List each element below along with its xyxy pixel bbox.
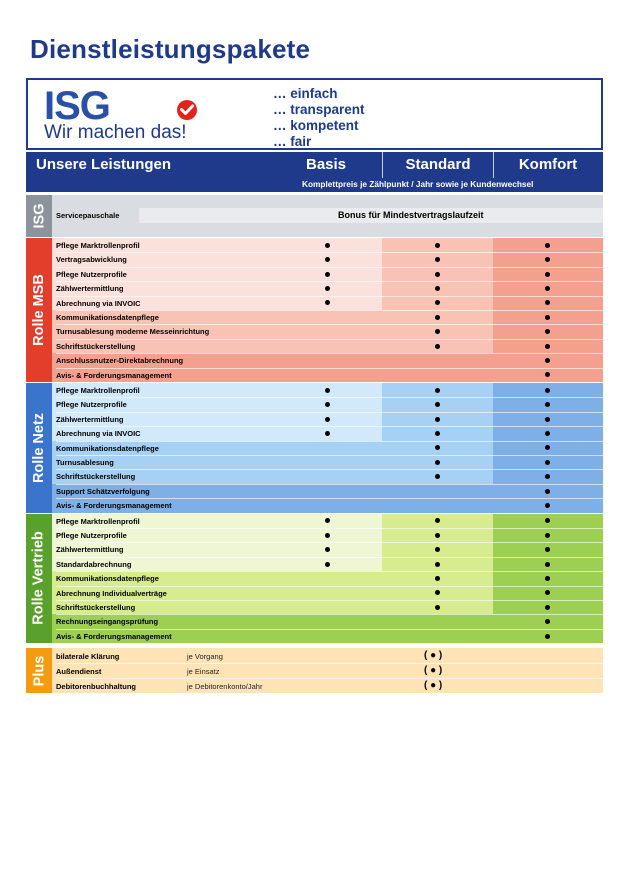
vertrieb-row-label: Standardabrechnung [56, 559, 132, 569]
msb-included-dot-icon [545, 358, 550, 363]
msb-row-label: Avis- & Forderungsmanagement [56, 370, 172, 380]
netz-included-dot-icon [435, 388, 440, 393]
msb-included-dot-icon [325, 300, 330, 305]
vertrieb-included-dot-icon [545, 619, 550, 624]
msb-included-dot-icon [545, 300, 550, 305]
msb-included-dot-icon [435, 257, 440, 262]
vertrieb-row-divider [56, 586, 603, 587]
vertrieb-included-dot-icon [325, 518, 330, 523]
plus-row-unit: je Vorgang [187, 651, 223, 661]
vertrieb-included-dot-icon [325, 547, 330, 552]
netz-row-divider [56, 441, 603, 442]
netz-included-dot-icon [435, 431, 440, 436]
netz-included-dot-icon [545, 402, 550, 407]
vertrieb-row-label: Pflege Marktrollenprofil [56, 516, 140, 526]
plus-row-unit: je Einsatz [187, 666, 220, 676]
isg-side-bar [26, 195, 52, 237]
msb-included-dot-icon [435, 286, 440, 291]
netz-included-dot-icon [545, 460, 550, 465]
netz-side-bar [26, 383, 52, 513]
netz-included-dot-icon [435, 445, 440, 450]
netz-row-divider [56, 484, 603, 485]
header-komfort: Komfort [518, 156, 578, 173]
tagline: … fair [273, 134, 312, 149]
netz-included-dot-icon [435, 417, 440, 422]
netz-row-label: Avis- & Forderungsmanagement [56, 501, 172, 511]
netz-row-divider [56, 469, 603, 470]
plus-row-label: Debitorenbuchhaltung [56, 681, 136, 691]
netz-included-dot-icon [545, 489, 550, 494]
isg-bonus-label: Bonus für Mindestvertragslaufzeit [338, 210, 484, 220]
vertrieb-included-dot-icon [435, 562, 440, 567]
netz-row-divider [56, 426, 603, 427]
plus-side-bar [26, 648, 52, 693]
netz-row-label: Turnusablesung [56, 458, 114, 467]
vertrieb-row-label: Zählwertermittlung [56, 545, 124, 555]
netz-row-label: Zählwertermittlung [56, 414, 124, 424]
netz-included-dot-icon [435, 402, 440, 407]
msb-row-divider [56, 310, 603, 311]
plus-optional-mark: ( ● ) [424, 679, 443, 691]
netz-included-dot-icon [435, 460, 440, 465]
netz-row-label: Pflege Nutzerprofile [56, 400, 127, 410]
msb-row-label: Kommunikationsdatenpflege [56, 313, 159, 322]
netz-row-divider [56, 397, 603, 398]
msb-row-divider [56, 368, 603, 369]
vertrieb-included-dot-icon [545, 576, 550, 581]
plus-row-label: bilaterale Klärung [56, 651, 120, 661]
msb-included-dot-icon [545, 257, 550, 262]
netz-included-dot-icon [435, 474, 440, 479]
vertrieb-included-dot-icon [435, 533, 440, 538]
vertrieb-included-dot-icon [545, 605, 550, 610]
msb-row-divider [56, 353, 603, 354]
msb-included-dot-icon [325, 272, 330, 277]
vertrieb-row-divider [56, 528, 603, 529]
vertrieb-included-dot-icon [545, 562, 550, 567]
netz-row-divider [56, 412, 603, 413]
msb-included-dot-icon [545, 315, 550, 320]
vertrieb-included-dot-icon [545, 634, 550, 639]
vertrieb-row-divider [56, 600, 603, 601]
plus-side-bar-label: Plus [31, 655, 47, 686]
msb-row-divider [56, 252, 603, 253]
header-standard: Standard [382, 152, 494, 178]
msb-side-bar [26, 238, 52, 382]
msb-row-label: Abrechnung via INVOIC [56, 298, 141, 308]
vertrieb-included-dot-icon [435, 590, 440, 595]
msb-included-dot-icon [545, 372, 550, 377]
vertrieb-included-dot-icon [325, 533, 330, 538]
netz-row-label: Abrechnung via INVOIC [56, 429, 141, 439]
vertrieb-row-label: Kommunikationsdatenpflege [56, 574, 159, 584]
header-leistungen: Unsere Leistungen [36, 156, 172, 173]
plus-row-divider [56, 678, 603, 679]
tagline: … transparent [273, 102, 365, 117]
vertrieb-row-divider [56, 571, 603, 572]
msb-row-label: Schriftstückerstellung [56, 341, 136, 351]
netz-row-label: Pflege Marktrollenprofil [56, 386, 140, 395]
netz-row-label: Support Schätzverfolgung [56, 486, 150, 496]
plus-optional-mark: ( ● ) [424, 664, 443, 676]
page-title: Dienstleistungspakete [30, 34, 311, 64]
check-circle-icon [175, 98, 199, 122]
header-subtitle: Komplettpreis je Zählpunkt / Jahr sowie je Kundenwechsel [302, 179, 534, 189]
vertrieb-row-label: Abrechnung Individualverträge [56, 588, 167, 598]
vertrieb-side-bar [26, 514, 52, 644]
msb-included-dot-icon [545, 272, 550, 277]
msb-row-label: Pflege Marktrollenprofil [56, 241, 140, 250]
header-basis: Basis [305, 156, 347, 173]
msb-included-dot-icon [435, 300, 440, 305]
msb-row-divider [56, 267, 603, 268]
msb-side-bar-label: Rolle MSB [31, 274, 48, 346]
vertrieb-row-label: Avis- & Forderungsmanagement [56, 631, 172, 641]
msb-included-dot-icon [325, 257, 330, 262]
netz-included-dot-icon [545, 431, 550, 436]
msb-row-label: Zählwertermittlung [56, 284, 124, 294]
vertrieb-row-divider [56, 542, 603, 543]
netz-row-divider [56, 498, 603, 499]
netz-included-dot-icon [545, 417, 550, 422]
msb-included-dot-icon [435, 344, 440, 349]
vertrieb-side-bar-label: Rolle Vertrieb [31, 531, 48, 626]
vertrieb-included-dot-icon [435, 547, 440, 552]
msb-included-dot-icon [435, 243, 440, 248]
msb-included-dot-icon [325, 243, 330, 248]
netz-included-dot-icon [545, 474, 550, 479]
netz-included-dot-icon [325, 388, 330, 393]
msb-row-label: Anschlussnutzer-Direktabrechnung [56, 356, 184, 366]
vertrieb-row-label: Pflege Nutzerprofile [56, 531, 127, 540]
logo-banner [26, 78, 603, 150]
msb-included-dot-icon [435, 329, 440, 334]
msb-row-label: Vertragsabwicklung [56, 255, 127, 265]
msb-included-dot-icon [545, 344, 550, 349]
vertrieb-row-label: Rechnungseingangsprüfung [56, 617, 159, 627]
vertrieb-included-dot-icon [325, 562, 330, 567]
vertrieb-included-dot-icon [435, 518, 440, 523]
logo-slogan: Wir machen das! [44, 122, 187, 143]
msb-included-dot-icon [545, 243, 550, 248]
msb-row-divider [56, 296, 603, 297]
vertrieb-row-divider [56, 557, 603, 558]
msb-row-divider [56, 324, 603, 325]
plus-row-unit: je Debitorenkonto/Jahr [187, 681, 263, 691]
plus-optional-mark: ( ● ) [424, 649, 443, 661]
vertrieb-row-divider [56, 614, 603, 615]
vertrieb-row-divider [56, 629, 603, 630]
table-header [26, 152, 603, 192]
netz-row-divider [56, 455, 603, 456]
vertrieb-included-dot-icon [545, 547, 550, 552]
isg-service-label: Servicepauschale [56, 211, 120, 220]
vertrieb-included-dot-icon [435, 605, 440, 610]
plus-row-divider [56, 663, 603, 664]
msb-included-dot-icon [545, 286, 550, 291]
vertrieb-included-dot-icon [545, 518, 550, 523]
msb-included-dot-icon [435, 315, 440, 320]
tagline: … einfach [273, 86, 338, 101]
netz-row-label: Schriftstückerstellung [56, 472, 136, 482]
netz-included-dot-icon [545, 503, 550, 508]
msb-row-label: Pflege Nutzerprofile [56, 269, 127, 279]
plus-row-label: Außendienst [56, 666, 102, 676]
tagline: … kompetent [273, 118, 359, 133]
msb-row-divider [56, 281, 603, 282]
msb-included-dot-icon [545, 329, 550, 334]
vertrieb-row-label: Schriftstückerstellung [56, 603, 136, 612]
netz-row-label: Kommunikationsdatenpflege [56, 443, 159, 453]
vertrieb-included-dot-icon [545, 590, 550, 595]
isg-logo-text: ISG [44, 84, 110, 128]
netz-included-dot-icon [545, 388, 550, 393]
netz-included-dot-icon [545, 445, 550, 450]
netz-included-dot-icon [325, 402, 330, 407]
netz-side-bar-label: Rolle Netz [31, 412, 47, 483]
vertrieb-included-dot-icon [435, 576, 440, 581]
msb-row-divider [56, 339, 603, 340]
msb-row-label: Turnusablesung moderne Messeinrichtung [56, 327, 210, 337]
vertrieb-included-dot-icon [545, 533, 550, 538]
msb-included-dot-icon [325, 286, 330, 291]
netz-included-dot-icon [325, 431, 330, 436]
taglines [273, 86, 365, 150]
netz-included-dot-icon [325, 417, 330, 422]
isg-side-bar-label: ISG [30, 203, 47, 229]
msb-included-dot-icon [435, 272, 440, 277]
